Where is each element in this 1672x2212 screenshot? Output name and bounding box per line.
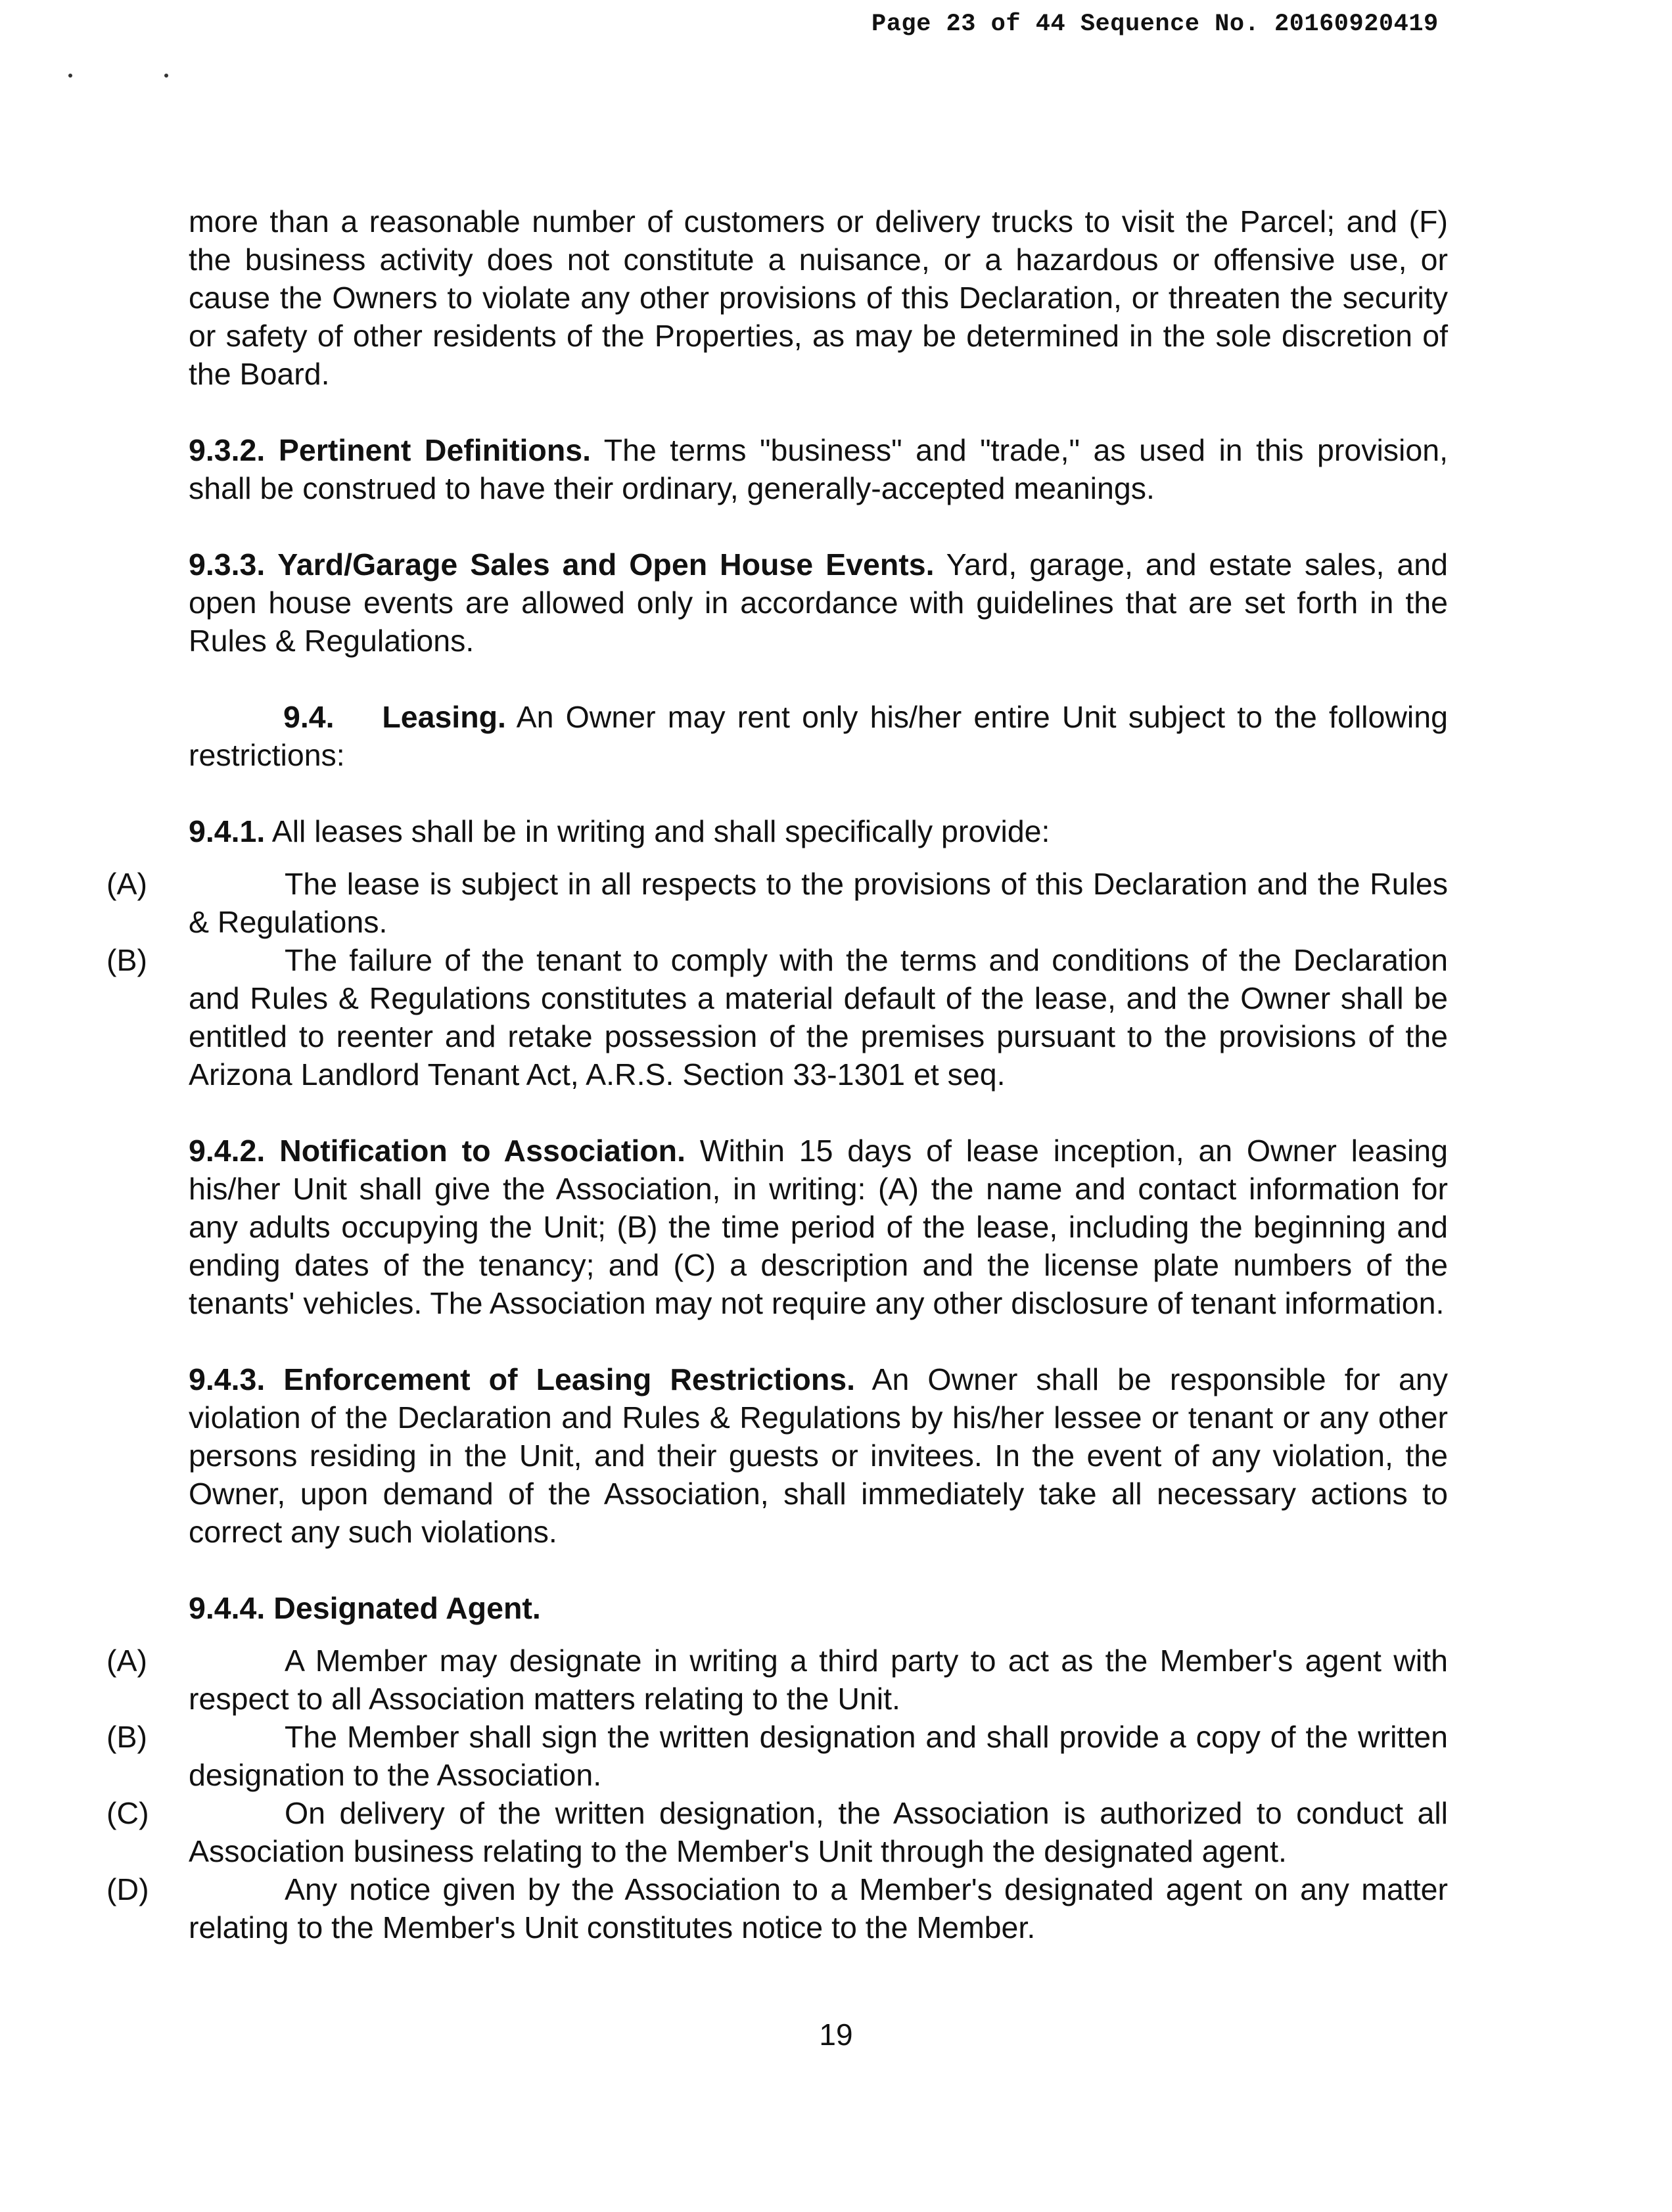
scan-speck <box>68 74 72 78</box>
list-item-text: On delivery of the written designation, the Association is authorized to conduct all Association business relating to the Member's Unit through the designated agent. <box>189 1796 1448 1868</box>
section-9-3-2 <box>189 431 1448 507</box>
section-9-4-1 <box>189 812 1448 850</box>
section-9-3-3 <box>189 545 1448 660</box>
section-text: An Owner shall be responsible for any violation of the Declaration and Rules & Regulations by his/her lessee or tenant or any other persons residing in the Unit, and their guests or invitees. In the event of any violation, the Owner, upon demand of the Association, shall immediately take all necessary actions to correct any such violations. <box>189 1362 1448 1549</box>
section-number: 9.4.1. <box>189 814 266 848</box>
section-heading: Designated Agent. <box>273 1591 541 1625</box>
section-number: 9.4.3. <box>189 1362 266 1396</box>
list-item <box>106 1870 1448 1947</box>
section-9-4 <box>189 698 1448 774</box>
list-item-text: Any notice given by the Association to a Member's designated agent on any matter relating to the Member's Unit constitutes notice to the Member. <box>189 1872 1448 1945</box>
intro-paragraph: more than a reasonable number of customers or delivery trucks to visit the Parcel; and (F) the business activity does not constitute a nuisance, or a hazardous or offensive use, or cause the Owners to violate any other provisions of this Declaration, or threaten the security or safety of other residents of the Properties, as may be determined in the sole discretion of the Board. <box>189 204 1448 391</box>
page-header: Page 23 of 44 Sequence No. 20160920419 <box>871 11 1439 38</box>
section-heading: Yard/Garage Sales and Open House Events. <box>277 547 935 582</box>
section-text: Within 15 days of lease inception, an Owner leasing his/her Unit shall give the Association, in writing: (A) the name and contact information for any adults occupying the Unit; (B) the time period of the lease, including the beginning and ending dates of the tenancy; and (C) a description and the license plate numbers of the tenants' vehicles. The Association may not require any other disclosure of tenant information. <box>189 1134 1448 1320</box>
list-marker: (A) <box>106 867 147 901</box>
section-number: 9.3.2. <box>189 433 266 467</box>
list-item-text: The failure of the tenant to comply with the terms and conditions of the Declaration and Rules & Regulations constitutes a material default of the lease, and the Owner shall be entitled to reenter and retake possession of the premises pursuant to the provisions of the Arizona Landlord Tenant Act, A.R.S. Section 33-1301 et seq. <box>189 943 1448 1092</box>
list-item <box>106 865 1448 941</box>
list-item <box>106 1794 1448 1870</box>
list-marker: (B) <box>106 943 147 977</box>
list-marker: (A) <box>106 1644 147 1678</box>
section-9-4-4 <box>189 1589 1448 1627</box>
section-text: Yard, garage, and estate sales, and open house events are allowed only in accordance with guidelines that are set forth in the Rules & Regulations. <box>189 547 1448 658</box>
section-heading: Leasing. <box>382 700 506 734</box>
document-body <box>106 202 1448 1947</box>
list-item <box>106 1642 1448 1718</box>
list-item-text: The lease is subject in all respects to the provisions of this Declaration and the Rules & Regulations. <box>189 867 1448 939</box>
section-heading: Notification to Association. <box>279 1134 685 1168</box>
section-number: 9.4.4. <box>189 1591 266 1625</box>
list-marker: (D) <box>106 1872 149 1906</box>
list-item <box>106 1718 1448 1794</box>
section-number: 9.4.2. <box>189 1134 266 1168</box>
scan-speck <box>164 74 168 78</box>
list-item-text: A Member may designate in writing a third party to act as the Member's agent with respect to all Association matters relating to the Unit. <box>189 1644 1448 1716</box>
section-9-4-2 <box>189 1132 1448 1322</box>
section-text: All leases shall be in writing and shall specifically provide: <box>271 814 1050 848</box>
list-item <box>106 941 1448 1094</box>
section-text: An Owner may rent only his/her entire Unit subject to the following restrictions: <box>189 700 1448 772</box>
list-marker: (C) <box>106 1796 149 1830</box>
list-marker: (B) <box>106 1720 147 1754</box>
section-9-4-3 <box>189 1360 1448 1551</box>
list-item-text: The Member shall sign the written designation and shall provide a copy of the written designation to the Association. <box>189 1720 1448 1792</box>
section-text: The terms "business" and "trade," as used in this provision, shall be construed to have their ordinary, generally-accepted meanings. <box>189 433 1448 505</box>
section-number: 9.3.3. <box>189 547 266 582</box>
section-heading: Enforcement of Leasing Restrictions. <box>283 1362 856 1396</box>
section-number: 9.4. <box>283 700 335 734</box>
section-heading: Pertinent Definitions. <box>278 433 592 467</box>
page-number: 19 <box>819 2017 853 2052</box>
